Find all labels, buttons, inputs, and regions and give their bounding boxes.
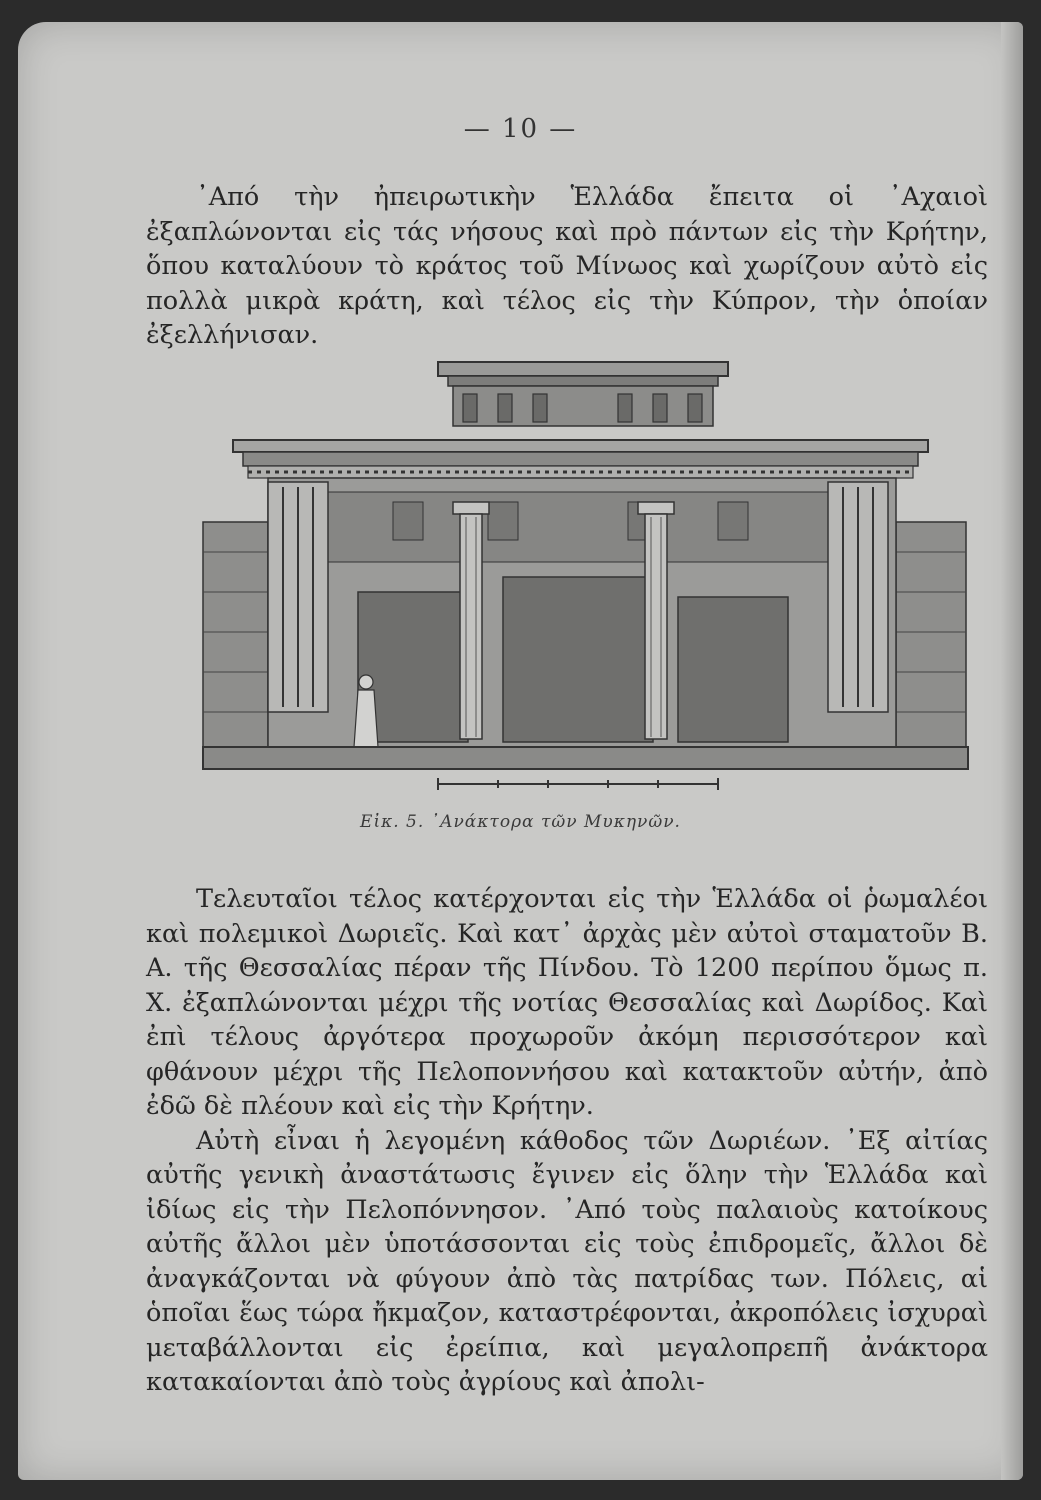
paragraph-text: ᾽Από τὴν ἠπειρωτικὴν Ἑλλάδα ἔπειτα οἱ ᾽Αχαιοὶ ἐξαπλώνονται εἰς τάς νήσους καὶ πρὸ πάντων εἰς τὴν Κρήτην, ὅπου καταλύουν τὸ κράτος τοῦ Μίνωος καὶ χωρίζουν αὐτὸ εἰς πολλὰ μικρὰ κράτη, καὶ τέλος εἰς τὴν Κύπρον, τὴν ὁποίαν ἐξελλήνισαν. <box>146 182 988 350</box>
mycenae-palace-illustration <box>198 352 978 812</box>
paragraph-text: Αὐτὴ εἶναι ἡ λεγομένη κάθοδος τῶν Δωριέων. ᾽Εξ αἰτίας αὐτῆς γενικὴ ἀναστάτωσις ἔγινεν εἰς ὅλην τὴν Ἑλλάδα καὶ ἰδίως εἰς τὴν Πελοπόννησον. ᾽Από τοὺς παλαιοὺς κατοίκους αὐτῆς ἄλλοι μὲν ὑποτάσσονται εἰς τοὺς ἐπιδρομεῖς, ἄλλοι δὲ ἀναγκάζονται νὰ φύγουν ἀπὸ τὰς πατρίδας των. Πόλεις, αἱ ὁποῖαι ἕως τώρα ἤκμαζον, καταστρέφονται, ἀκροπόλεις ἰσχυραὶ μεταβάλλονται εἰς ἐρείπια, καὶ μεγαλοπρεπῆ ἀνάκτορα κατακαίονται ἀπὸ τοὺς ἀγρίους καὶ ἀπολι- <box>146 1125 988 1397</box>
page-number: — 10 — <box>463 114 578 144</box>
figure-caption: Εἰκ. 5. ᾽Ανάκτορα τῶν Μυκηνῶν. <box>360 812 681 832</box>
paragraph-dorians <box>146 882 988 1400</box>
paragraph-achaeans <box>146 180 988 353</box>
page-edge <box>1001 22 1023 1480</box>
paragraph-text: Τελευταῖοι τέλος κατέρχονται εἰς τὴν Ἑλλάδα οἱ ῥωμαλέοι καὶ πολεμικοὶ Δωριεῖς. Καὶ κατ᾽ ἀρχὰς μὲν αὐτοὶ σταματοῦν Β. Α. τῆς Θεσσαλίας πέραν τῆς Πίνδου. Τὸ 1200 περίπου ὅμως π. Χ. ἐξαπλώνονται μέχρι τῆς νοτίας Θεσσαλίας καὶ Δωρίδος. Καὶ ἐπὶ τέλους ἀργότερα προχωροῦν ἀκόμη περισσότερον καὶ φθάνουν μέχρι τῆς Πελοποννήσου καὶ κατακτοῦν αὐτήν, ἀπὸ ἐδῶ δὲ πλέουν καὶ εἰς τὴν Κρήτην. <box>146 884 988 1121</box>
book-page <box>18 22 1023 1480</box>
